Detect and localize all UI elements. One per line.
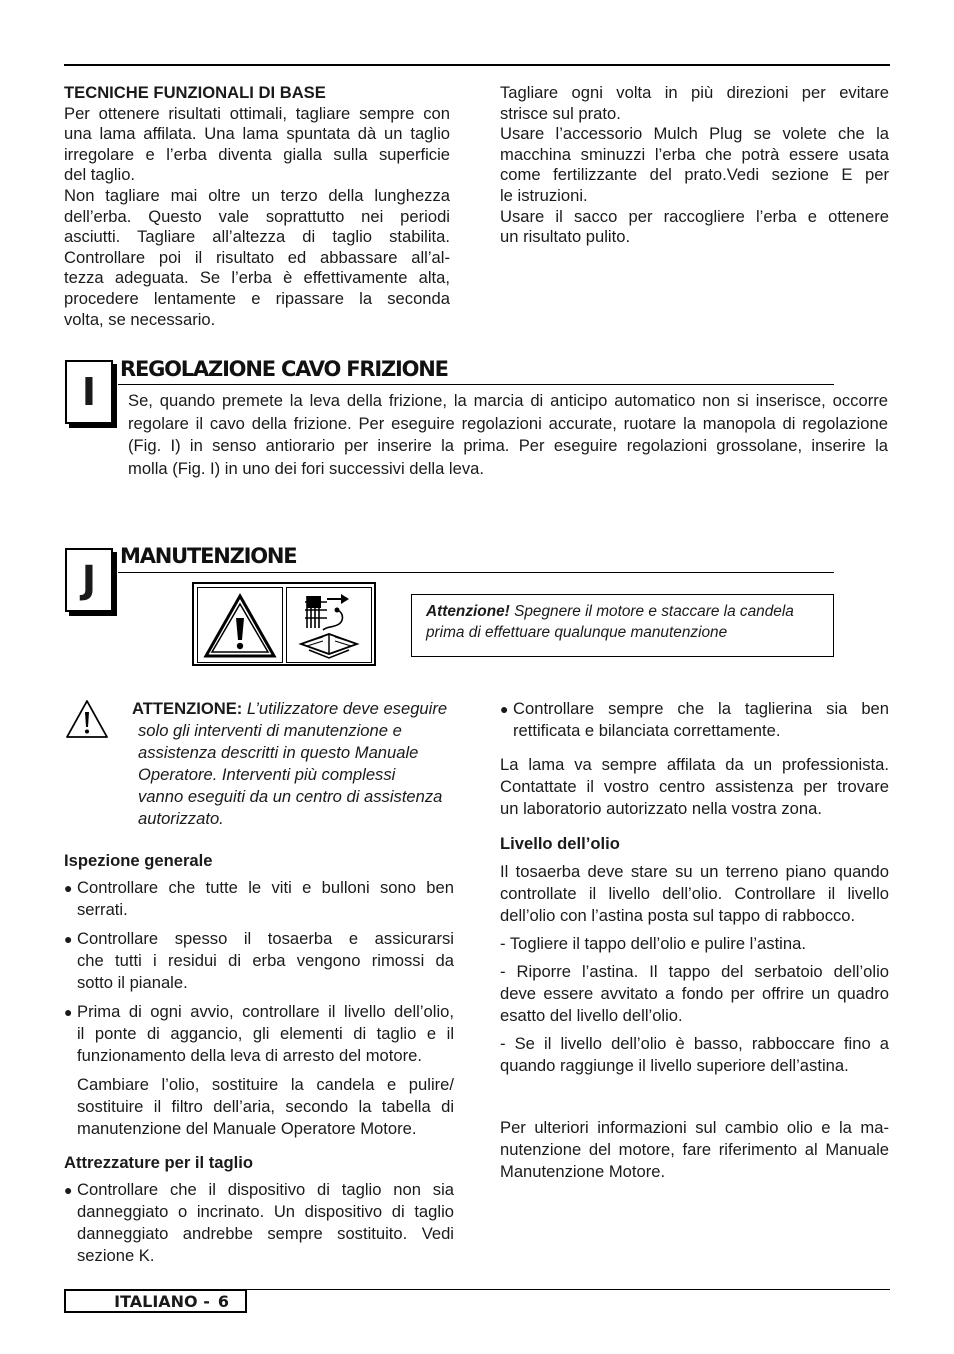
bullet-icon: ● <box>64 1182 73 1198</box>
text-line: macchina sminuzzi l’erba che potrà essere usata <box>500 144 889 164</box>
section-j-letter: J <box>81 558 97 602</box>
paragraph <box>64 1074 454 1140</box>
text-line: regolare il cavo della frizione. Per eseguire regolazioni accurate, ruotare la manopola di regolazione <box>128 413 888 433</box>
basic-techniques-block <box>64 83 450 330</box>
oil-level-heading: Livello dell’olio <box>500 834 620 853</box>
paragraph <box>500 933 889 955</box>
text-line: il ponte di aggancio, gli elementi di taglio e il <box>77 1024 454 1043</box>
warning-triangle-icon <box>64 698 110 740</box>
text-line: - Togliere il tappo dell’olio e pulire l’astina. <box>500 934 806 953</box>
warning-box-bold: Attenzione! <box>426 603 510 620</box>
bullet-item <box>64 1179 454 1267</box>
basic-techniques-text <box>64 104 450 331</box>
section-i-badge <box>65 360 113 424</box>
text-line: Controllare spesso il tosaerba e assicurarsi <box>77 929 454 948</box>
text-line: un laboratorio autorizzato nella vostra zona. <box>500 799 822 818</box>
bullet-icon: ● <box>500 701 509 717</box>
text-line: volta, se necessario. <box>64 309 216 329</box>
paragraph <box>500 1117 889 1183</box>
text-line: sotto il pianale. <box>77 973 188 992</box>
text-line: funzionamento della leva di arresto del motore. <box>77 1046 422 1065</box>
right-column <box>500 698 889 1183</box>
left-column <box>64 850 454 1267</box>
text-line: un risultato pulito. <box>500 227 631 247</box>
text-line: che tutti i residui di erba vengono rimossi da <box>77 951 454 970</box>
text-line: Usare il sacco per raccogliere l’erba e ottenere <box>500 206 889 226</box>
text-line: Prima di ogni avvio, controllare il livello dell’olio, <box>77 1002 454 1021</box>
section-i-title: REGOLAZIONE CAVO FRIZIONE <box>120 357 448 381</box>
spark-plug-manual-cell <box>286 587 372 663</box>
text-line: Il tosaerba deve stare su un terreno piano quando <box>500 862 889 881</box>
text-line: le istruzioni. <box>500 185 588 205</box>
text-line: Controllare che tutte le viti e bulloni sono ben <box>77 878 454 897</box>
text-line: Manutenzione Motore. <box>500 1162 666 1181</box>
text-line: Non tagliare mai oltre un terzo della lunghezza <box>64 185 450 205</box>
general-inspection-heading: Ispezione generale <box>64 851 213 870</box>
text-line: una lama affilata. Una lama spuntata dà un taglio <box>64 124 450 144</box>
basic-techniques-heading: TECNICHE FUNZIONALI DI BASE <box>64 83 326 102</box>
text-line: serrati. <box>77 900 128 919</box>
bullet-item <box>64 928 454 994</box>
warning-triangle-cell <box>197 587 283 663</box>
text-line: Cambiare l’olio, sostituire la candela e pulire/ <box>77 1075 454 1094</box>
text-line: irregolare e l’erba diventa gialla sulla superficie <box>64 144 450 164</box>
attention-icon-wrap <box>64 698 110 745</box>
warning-box-line2: prima di effettuare qualunque manutenzione <box>426 624 728 641</box>
text-line: deve essere avvitato a fondo per offrire un quadro <box>500 984 889 1003</box>
text-line: danneggiato andrebbe sempre sostituito. Vedi <box>77 1224 454 1243</box>
bullet-icon: ● <box>64 880 73 896</box>
safety-icons-box <box>192 582 376 666</box>
cutting-tips-text <box>500 83 889 248</box>
paragraph <box>500 861 889 927</box>
section-j-title: MANUTENZIONE <box>120 544 297 568</box>
text-line: Se, quando premete la leva della frizione, la marcia di anticipo automatico non si inserisce, occorre <box>128 391 888 410</box>
text-line: - Se il livello dell’olio è basso, rabboccare fino a <box>500 1034 889 1053</box>
bullet-icon: ● <box>64 931 73 947</box>
attention-line1: L’utilizzatore deve eseguire <box>242 699 448 718</box>
paragraph <box>500 754 889 820</box>
bullet-item <box>500 698 889 742</box>
spark-plug-disconnect-manual-icon <box>287 588 371 662</box>
text-line: (Fig. I) in senso antiorario per inserire la prima. Per eseguire regolazioni grossolane, inserire la <box>128 436 888 456</box>
section-i-rule <box>118 384 834 385</box>
section-j-badge <box>65 548 113 612</box>
cutting-tips-block <box>500 83 889 248</box>
text-line: danneggiato o incrinato. Un dispositivo di taglio <box>77 1202 454 1221</box>
text-line: dell’olio con l’astina posta sul tappo di rabbocco. <box>500 906 856 925</box>
text-line: molla (Fig. I) in uno dei fori successivi della leva. <box>128 459 484 479</box>
text-line: procedere lentamente e ripassare la seconda <box>64 288 450 308</box>
warning-triangle-icon <box>198 588 282 662</box>
attention-label: ATTENZIONE: <box>132 699 243 718</box>
text-line: del taglio. <box>64 165 136 185</box>
warning-box-line1: Spegnere il motore e staccare la candela <box>509 603 794 620</box>
text-line: come fertilizzante del prato.Vedi sezione E per <box>500 165 889 185</box>
cutting-equipment-heading: Attrezzature per il taglio <box>64 1153 254 1172</box>
paragraph <box>500 961 889 1027</box>
text-line: sostituire il filtro dell’aria, secondo la tabella di <box>77 1097 454 1116</box>
text-line: - Riporre l’astina. Il tappo del serbatoio dell’olio <box>500 962 889 981</box>
text-line: quando raggiunge il livello superiore dell’astina. <box>500 1056 849 1075</box>
text-line: manutenzione del Manuale Operatore Motore. <box>77 1119 417 1138</box>
bullet-item <box>64 1001 454 1067</box>
text-line: dell’erba. Questo vale soprattutto nei periodi <box>64 206 450 226</box>
attention-text <box>132 720 462 830</box>
text-line: tezza adeguata. Se l’erba è effettivamente alta, <box>64 268 450 288</box>
text-line: Operatore. Interventi più complessi <box>138 765 396 784</box>
text-line: rettificata e bilanciata correttamente. <box>513 721 781 740</box>
maintenance-warning-box <box>411 594 834 657</box>
attention-block <box>132 698 462 830</box>
paragraph <box>500 1033 889 1077</box>
text-line: Contattate il vostro centro assistenza per trovare <box>500 777 889 796</box>
text-line: strisce sul prato. <box>500 103 621 123</box>
section-i-text <box>128 390 888 481</box>
text-line: Usare l’accessorio Mulch Plug se volete che la <box>500 124 889 144</box>
text-line: Tagliare ogni volta in più direzioni per evitare <box>500 83 889 102</box>
text-line: nutenzione del motore, fare riferimento al Manuale <box>500 1140 889 1159</box>
footer-page-box <box>64 1289 247 1313</box>
text-line: Controllare poi il risultato ed abbassare all’al- <box>64 247 450 267</box>
text-line: esatto del livello dell’olio. <box>500 1006 683 1025</box>
bullet-icon: ● <box>64 1004 73 1020</box>
text-line: assistenza descritti in questo Manuale <box>138 743 419 762</box>
bullet-item <box>64 877 454 921</box>
text-line: La lama va sempre affilata da un professionista. <box>500 755 889 774</box>
text-line: Per ulteriori informazioni sul cambio olio e la ma- <box>500 1118 889 1137</box>
text-line: sezione K. <box>77 1246 155 1265</box>
footer-language: ITALIANO - <box>114 1291 210 1311</box>
text-line: Per ottenere risultati ottimali, tagliare sempre con <box>64 103 450 123</box>
text-line: asciutti. Tagliare all’altezza di taglio stabilita. <box>64 227 450 247</box>
text-line: Controllare sempre che la taglierina sia ben <box>513 699 889 718</box>
section-i-letter: I <box>81 370 97 414</box>
text-line: vanno eseguiti da un centro di assistenza <box>138 787 443 806</box>
footer-page-number: 6 <box>217 1291 229 1311</box>
text-line: solo gli interventi di manutenzione e <box>138 721 402 740</box>
text-line: autorizzato. <box>138 809 224 828</box>
text-line: controllate il livello dell’olio. Controllare il livello <box>500 884 889 903</box>
section-j-rule <box>118 572 834 573</box>
top-rule <box>64 64 890 66</box>
text-line: Controllare che il dispositivo di taglio non sia <box>77 1180 454 1199</box>
